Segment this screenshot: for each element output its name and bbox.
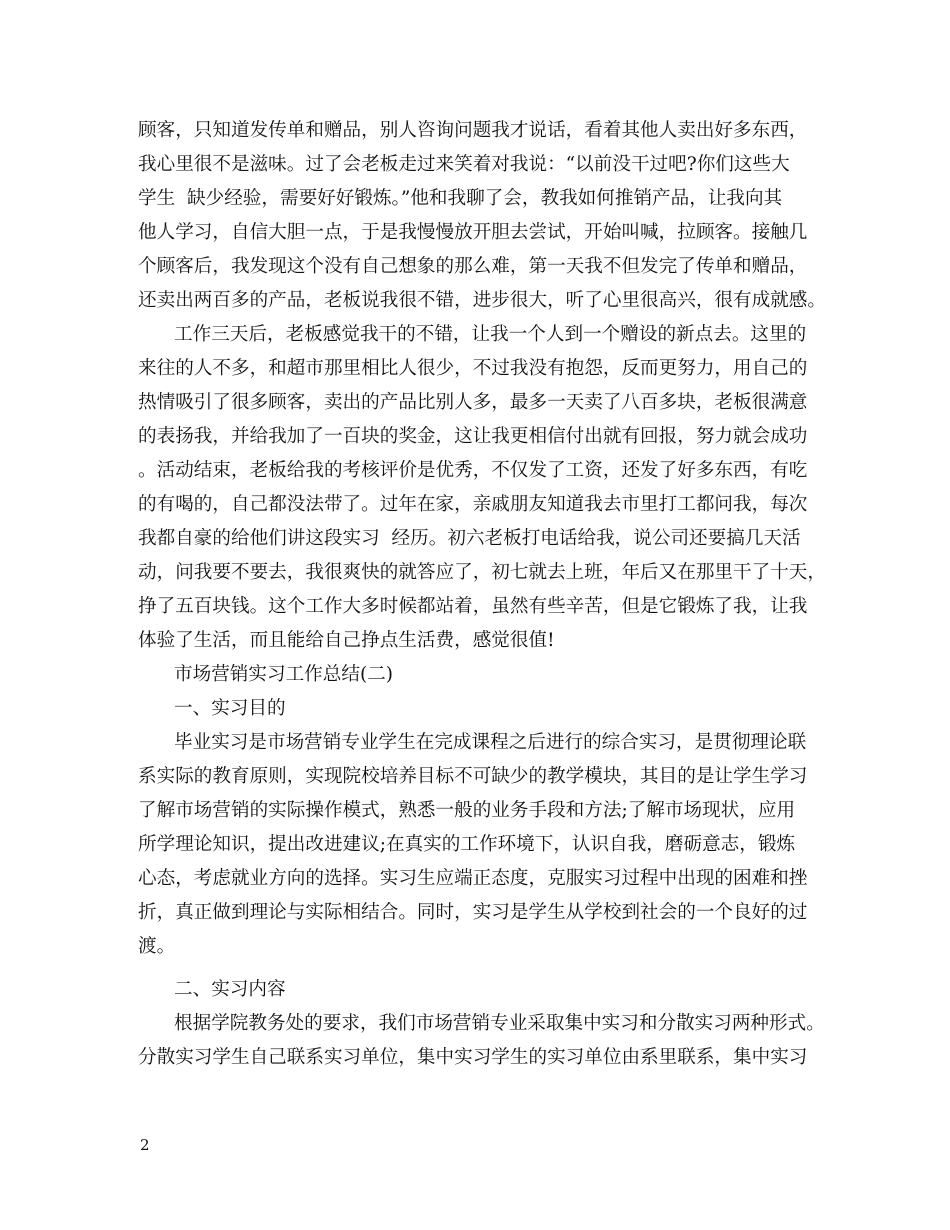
text-line: 系实际的教育原则，实现院校培养目标不可缺少的教学模块，其目的是让学生学习 [138,766,808,787]
text-line: 热情吸引了很多顾客，卖出的产品比别人多，最多一天卖了八百多块，老板很满意 [138,392,808,413]
text-line: 他人学习，自信大胆一点，于是我慢慢放开胆去尝试，开始叫喊，拉顾客。接触几 [138,222,808,243]
text-line: 。活动结束，老板给我的考核评价是优秀，不仅发了工资，还发了好多东西，有吃 [138,460,808,481]
text-line: 我都自豪的给他们讲这段实习 经历。初六老板打电话给我，说公司还要搞几天活 [138,528,801,549]
text-line: 体验了生活，而且能给自己挣点生活费，感觉很值! [138,630,555,651]
text-line: 折，真正做到理论与实际相结合。同时，实习是学生从学校到社会的一个良好的过 [138,902,808,923]
paragraph-gap [138,964,828,973]
text-line: 的有喝的，自己都没法带了。过年在家，亲戚朋友知道我去市里打工都问我，每次 [138,494,808,515]
text-line: 了解市场营销的实际操作模式，熟悉一般的业务手段和方法;了解市场现状，应用 [138,800,796,821]
text-line: 个顾客后，我发现这个没有自己想象的那么难，第一天我不但发完了传单和赠品， [138,256,808,277]
paragraph-start-line: 根据学院教务处的要求，我们市场营销专业采取集中实习和分散实习两种形式。 [174,1013,825,1034]
text-line: 还卖出两百多的产品，老板说我很不错，进步很大，听了心里很高兴，很有成就感。 [138,290,826,311]
text-line: 所学理论知识，提出改进建议;在真实的工作环境下，认识自我，磨砺意志，锻炼 [138,834,796,855]
text-line: 顾客，只知道发传单和赠品，别人咨询问题我才说话，看着其他人卖出好多东西， [138,120,808,141]
paragraph-start-line: 工作三天后，老板感觉我干的不错，让我一个人到一个赠设的新点去。这里的 [174,324,807,345]
text-line: 动，问我要不要去，我很爽快的就答应了，初七就去上班，年后又在那里干了十天， [138,562,826,583]
text-line: 心态，考虑就业方向的选择。实习生应端正态度，克服实习过程中出现的困难和挫 [138,868,808,889]
text-line: 挣了五百块钱。这个工作大多时候都站着，虽然有些辛苦，但是它锻炼了我，让我 [138,596,808,617]
paragraph-start-line: 毕业实习是市场营销专业学生在完成课程之后进行的综合实习，是贯彻理论联 [174,732,807,753]
page-number: 2 [140,1136,150,1154]
section-title: 市场营销实习工作总结(二) [174,664,394,685]
section-heading-content: 二、实习内容 [174,979,286,1000]
text-line: 的表扬我，并给我加了一百块的奖金，这让我更相信付出就有回报，努力就会成功 [138,426,808,447]
body-text [138,114,828,1075]
text-line: 渡。 [138,936,176,957]
section-heading-purpose: 一、实习目的 [174,698,286,719]
text-line: 学生 缺少经验，需要好好锻炼。”他和我聊了会，教我如何推销产品，让我向其 [138,188,783,209]
text-line: 我心里很不是滋味。过了会老板走过来笑着对我说：“以前没干过吧?你们这些大 [138,154,790,175]
text-line: 来往的人不多，和超市那里相比人很少，不过我没有抱怨，反而更努力，用自己的 [138,358,808,379]
text-line: 分散实习学生自己联系实习单位，集中实习学生的实习单位由系里联系，集中实习 [138,1047,808,1068]
